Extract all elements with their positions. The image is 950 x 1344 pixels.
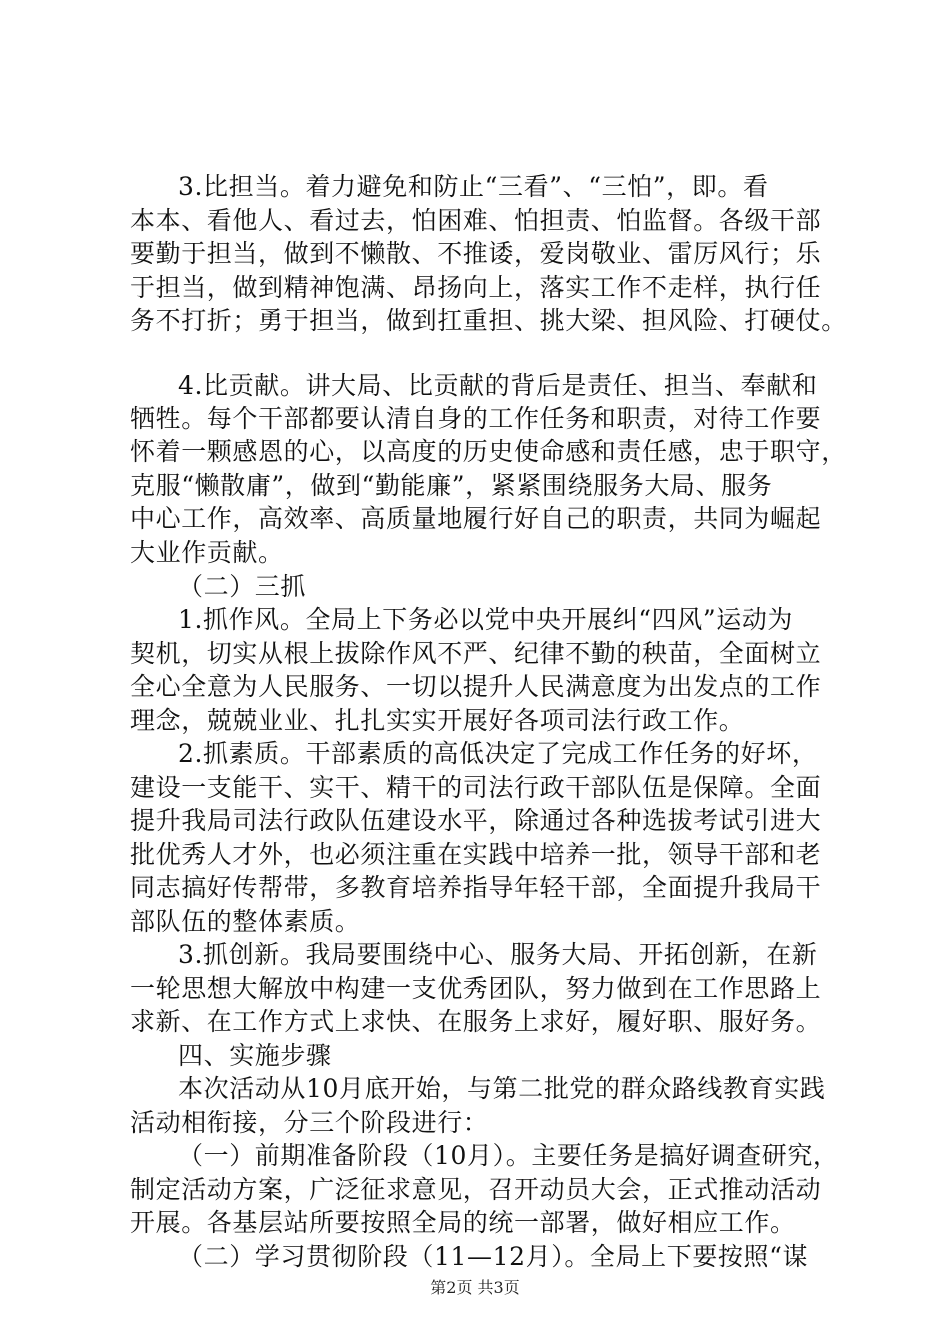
text-line: 活动相衔接，分三个阶段进行：: [130, 1108, 489, 1137]
text-line: 3.比担当。着力避免和防止“三看”、“三怕”，即。看: [178, 172, 769, 201]
text-line: 本本、看他人、看过去，怕困难、怕担责、怕监督。各级干部: [130, 206, 822, 235]
text-line: 提升我局司法行政队伍建设水平，除通过各种选拔考试引进大: [130, 806, 822, 835]
text-line: 1.抓作风。全局上下务必以党中央开展纠“四风”运动为: [178, 605, 794, 634]
text-line: 理念，兢兢业业、扎扎实实开展好各项司法行政工作。: [130, 706, 745, 735]
text-line: 于担当，做到精神饱满、昂扬向上，落实工作不走样，执行任: [130, 273, 822, 302]
text-line: 怀着一颗感恩的心，以高度的历史使命感和责任感，忠于职守，: [130, 437, 847, 466]
text-line: 求新、在工作方式上求快、在服务上求好，履好职、服好务。: [130, 1007, 822, 1036]
text-line: 部队伍的整体素质。: [130, 907, 361, 936]
text-line: 同志搞好传帮带，多教育培养指导年轻干部，全面提升我局干: [130, 873, 822, 902]
text-line: 4.比贡献。讲大局、比贡献的背后是责任、担当、奉献和: [178, 371, 818, 400]
text-line: 3.抓创新。我局要围绕中心、服务大局、开拓创新，在新: [178, 940, 818, 969]
text-line: 开展。各基层站所要按照全局的统一部署，做好相应工作。: [130, 1208, 796, 1237]
text-line: 本次活动从10月底开始，与第二批党的群众路线教育实践: [178, 1074, 826, 1103]
page-footer: 第2页 共3页: [430, 1278, 520, 1297]
text-line: （二）学习贯彻阶段（11—12月）。全局上下要按照“谋: [178, 1242, 809, 1271]
text-line: 四、实施步骤: [178, 1041, 332, 1070]
text-line: 建设一支能干、实干、精干的司法行政干部队伍是保障。全面: [130, 773, 822, 802]
text-line: （二）三抓: [178, 572, 307, 601]
text-line: 克服“懒散庸”，做到“勤能廉”，紧紧围绕服务大局、服务: [130, 471, 773, 500]
text-line: 要勤于担当，做到不懒散、不推诿，爱岗敬业、雷厉风行；乐: [130, 239, 822, 268]
text-line: 牺牲。每个干部都要认清自身的工作任务和职责，对待工作要: [130, 404, 822, 433]
text-line: 批优秀人才外，也必须注重在实践中培养一批，领导干部和老: [130, 840, 822, 869]
text-line: 制定活动方案，广泛征求意见，召开动员大会，正式推动活动: [130, 1175, 822, 1204]
text-line: 契机，切实从根上拔除作风不严、纪律不勤的秧苗，全面树立: [130, 639, 822, 668]
text-line: （一）前期准备阶段（10月）。主要任务是搞好调查研究，: [178, 1141, 839, 1170]
text-line: 一轮思想大解放中构建一支优秀团队，努力做到在工作思路上: [130, 974, 822, 1003]
text-line: 全心全意为人民服务、一切以提升人民满意度为出发点的工作: [130, 672, 822, 701]
text-line: 中心工作，高效率、高质量地履行好自己的职责，共同为崛起: [130, 504, 822, 533]
text-line: 务不打折；勇于担当，做到扛重担、挑大梁、担风险、打硬仗。: [130, 306, 847, 335]
text-line: 2.抓素质。干部素质的高低决定了完成工作任务的好坏，: [178, 739, 818, 768]
text-line: 大业作贡献。: [130, 538, 284, 567]
